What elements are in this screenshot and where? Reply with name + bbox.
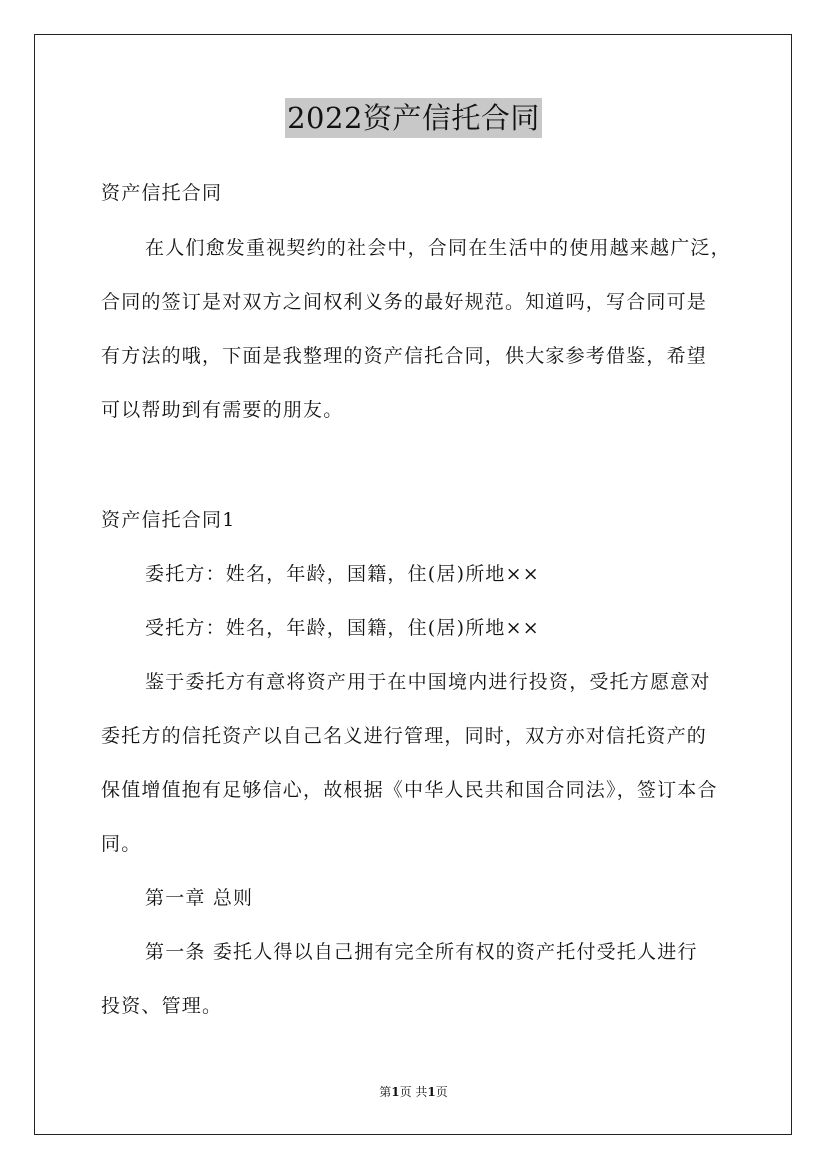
intro-line: 有方法的哦，下面是我整理的资产信托合同，供大家参考借鉴，希望 [101,345,708,367]
title-container [0,98,827,138]
footer-mid: 页 共 [399,1085,428,1099]
footer-page-total: 1 [427,1085,436,1099]
preamble-line: 保值增值抱有足够信心，故根据《中华人民共和国合同法》，签订本合 [101,779,718,801]
page-footer [0,1084,827,1100]
document-title: 2022资产信托合同 [285,98,542,138]
section-heading: 资产信托合同1 [101,509,236,531]
footer-suffix: 页 [435,1085,448,1099]
intro-line: 合同的签订是对双方之间权利义务的最好规范。知道吗，写合同可是 [101,291,708,313]
footer-prefix: 第 [379,1085,392,1099]
chapter-heading: 第一章 总则 [145,887,254,909]
footer-page-number: 1 [391,1085,400,1099]
party-b: 受托方：姓名，年龄，国籍，住(居)所地×× [145,617,540,639]
document-subtitle: 资产信托合同 [101,182,223,204]
preamble-line: 同。 [101,833,142,855]
preamble-line: 鉴于委托方有意将资产用于在中国境内进行投资，受托方愿意对 [145,671,711,693]
intro-line: 在人们愈发重视契约的社会中，合同在生活中的使用越来越广泛， [145,237,731,259]
article-line: 第一条 委托人得以自己拥有完全所有权的资产托付受托人进行 [145,941,698,963]
intro-line: 可以帮助到有需要的朋友。 [101,399,344,421]
party-a: 委托方：姓名，年龄，国籍，住(居)所地×× [145,563,540,585]
preamble-line: 委托方的信托资产以自己名义进行管理，同时，双方亦对信托资产的 [101,725,708,747]
article-line: 投资、管理。 [101,995,223,1017]
